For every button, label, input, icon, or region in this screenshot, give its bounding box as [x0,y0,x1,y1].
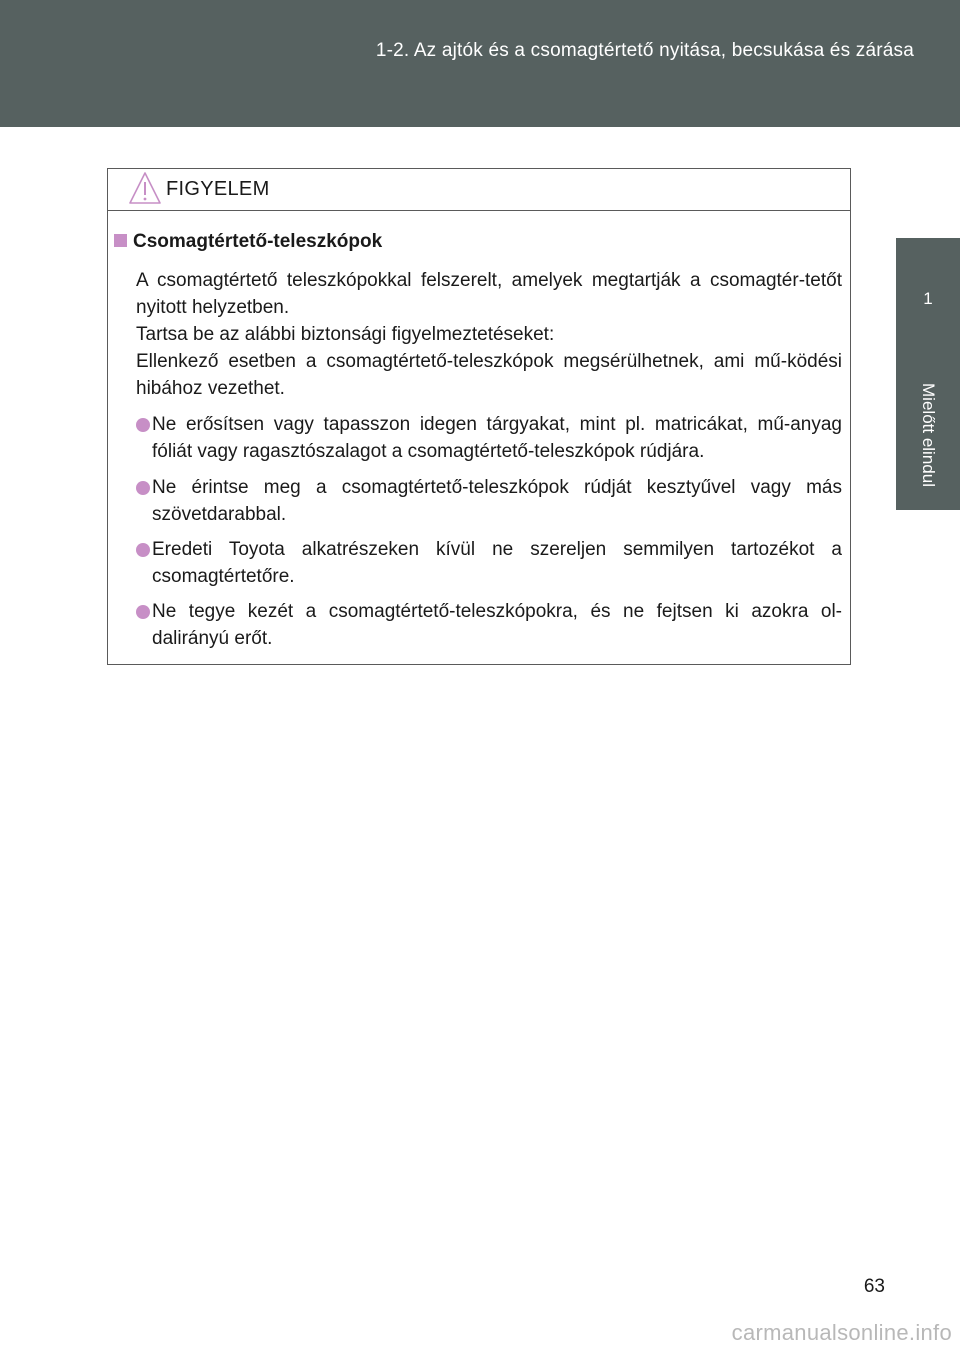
list-item-text: Ne erősítsen vagy tapasszon idegen tárgyakat, mint pl. matricákat, mű-anyag fóliát vagy ragasztószalagot a csomagtértető-teleszkópok rúdjára. [152,414,842,462]
warning-header [108,169,850,211]
list-item-text: Ne érintse meg a csomagtértető-teleszkópok rúdját kesztyűvel vagy más szövetdarabbal. [152,477,842,525]
round-bullet-icon [136,605,150,619]
list-item [130,598,842,652]
warning-title: FIGYELEM [166,178,270,200]
chapter-number: 1 [923,289,933,308]
section-header-title: 1-2. Az ajtók és a csomagtértető nyitása, becsukása és zárása [375,40,914,61]
chapter-tab-label [896,360,960,510]
warning-section-heading [114,231,382,253]
intro-paragraph-2: Tartsa be az alábbi biztonsági figyelmeztetéseket: [136,324,555,345]
list-item-text: Eredeti Toyota alkatrészeken kívül ne szereljen semmilyen tartozékot a csomagtértetőre. [152,539,842,587]
list-item-text: Ne tegye kezét a csomagtértető-teleszkópokra, és ne fejtsen ki azokra ol-dalirányú erőt. [152,601,842,649]
list-item [130,474,842,528]
intro-paragraph-3: Ellenkező esetben a csomagtértető-teleszkópok megsérülhetnek, ami mű-ködési hibához vezethet. [136,351,842,399]
page-number: 63 [863,1276,885,1297]
warning-box [107,168,851,665]
chapter-label: Mielőtt elindul [919,383,938,487]
list-item [130,536,842,590]
header-band [0,0,960,127]
square-bullet-icon [114,234,127,247]
list-item [130,411,842,465]
round-bullet-icon [136,418,150,432]
section-title: Csomagtértető-teleszkópok [133,231,383,252]
round-bullet-icon [136,543,150,557]
intro-paragraph-1: A csomagtértető teleszkópokkal felszerelt, amelyek megtartják a csomagtér-tetőt nyitott helyzetben. [136,270,842,318]
chapter-tab-number [896,238,960,360]
watermark: carmanualsonline.info [731,1320,952,1345]
round-bullet-icon [136,481,150,495]
warning-triangle-icon [128,171,162,205]
